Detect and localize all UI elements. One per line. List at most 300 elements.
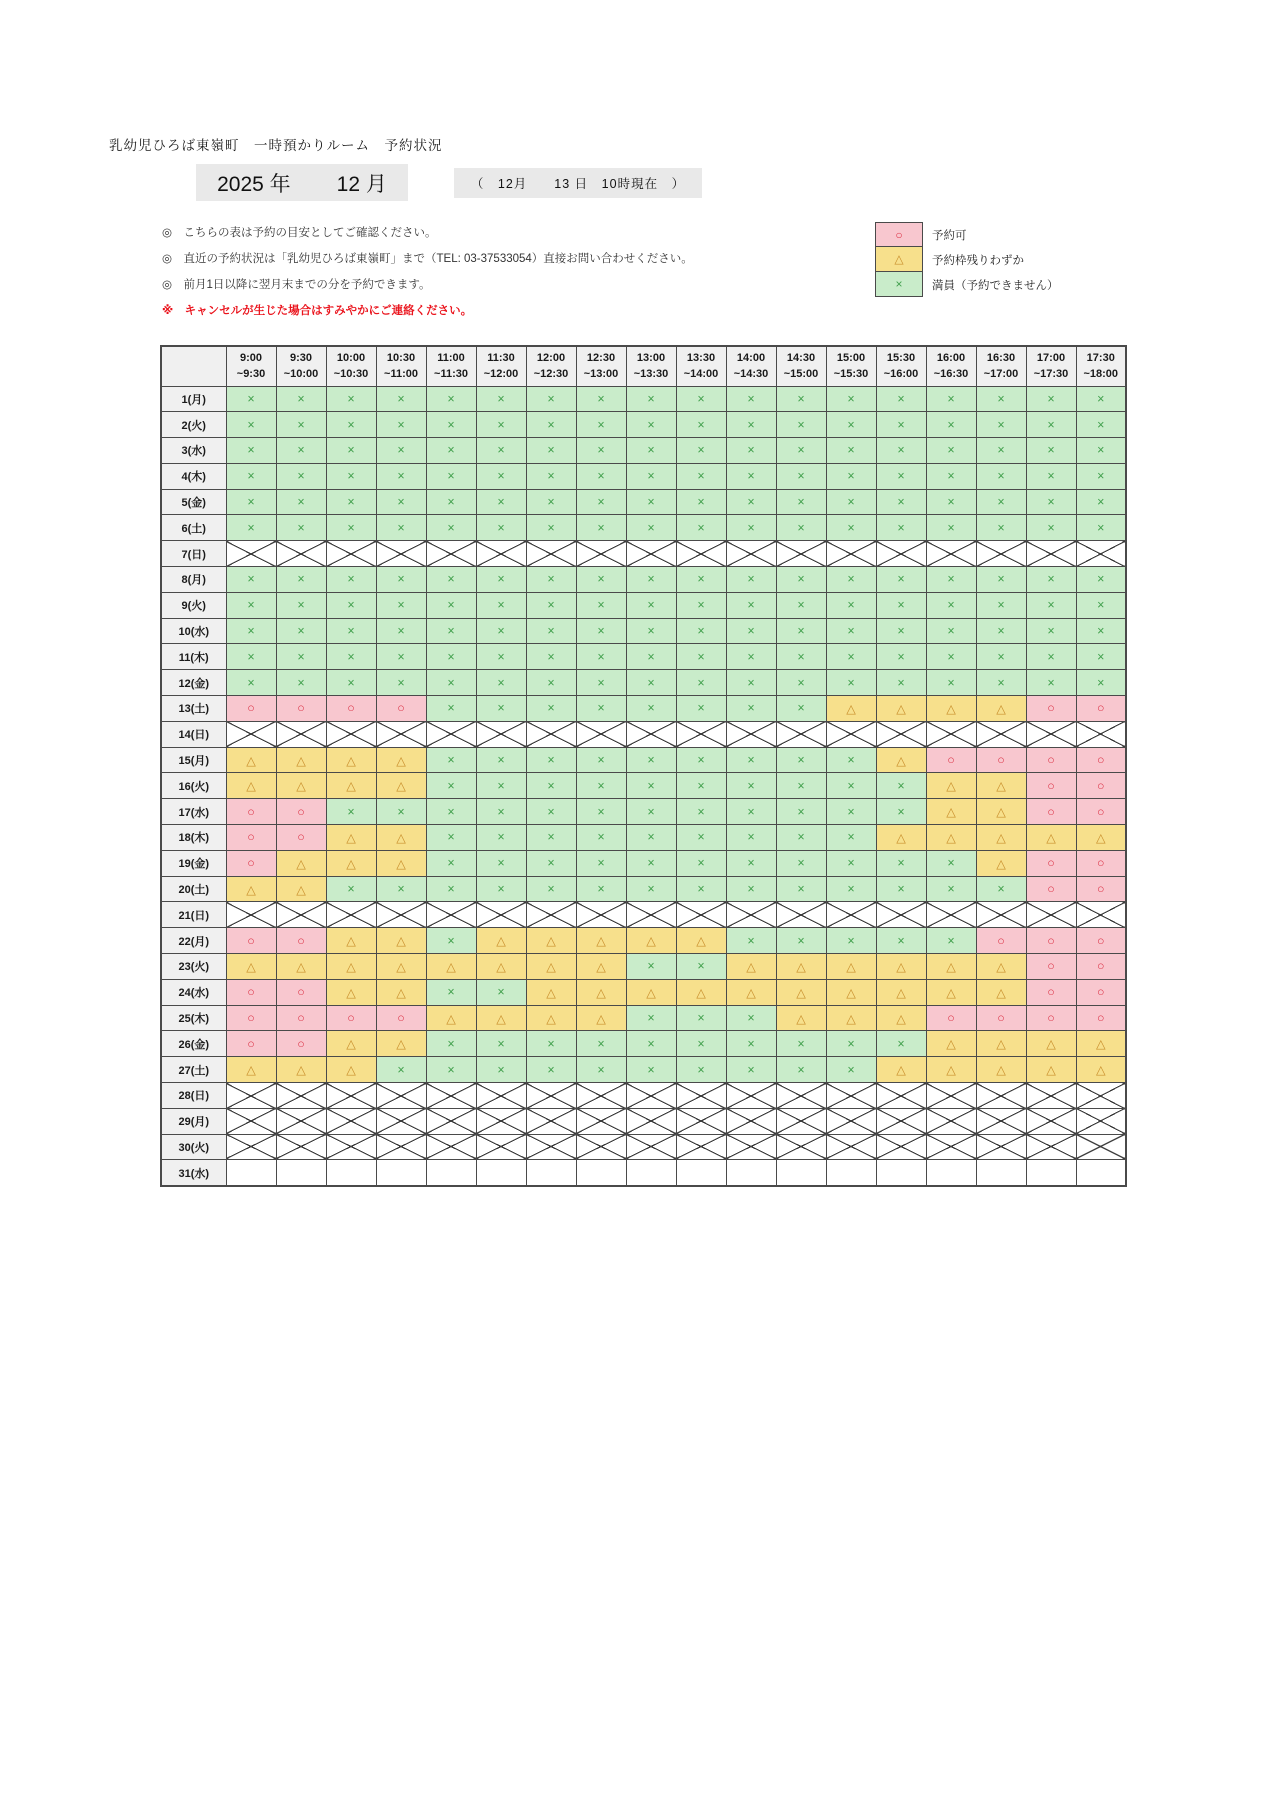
slot-cell [726,902,776,928]
slot-cell: △ [326,954,376,980]
slot-cell: △ [576,928,626,954]
slot-cell: × [676,825,726,851]
slot-cell [976,721,1026,747]
slot-cell: △ [926,773,976,799]
day-label: 22(月) [161,928,226,954]
slot-cell: △ [1026,1031,1076,1057]
note-line-2: ◎ 直近の予約状況は「乳幼児ひろば東嶺町」まで（TEL: 03-37533054）直接お問い合わせください。 [162,253,693,265]
slot-cell [226,1134,276,1160]
slot-cell [676,1108,726,1134]
slot-cell: × [926,644,976,670]
slot-cell: × [776,592,826,618]
slot-cell: △ [276,1057,326,1083]
slot-cell: × [676,1031,726,1057]
slot-cell [576,1083,626,1109]
slot-cell [926,1083,976,1109]
legend-swatch: △ [875,247,923,272]
slot-cell [826,1083,876,1109]
slot-cell: × [676,1057,726,1083]
slot-cell [476,1083,526,1109]
slot-cell [1026,1134,1076,1160]
slot-cell: × [876,928,926,954]
slot-cell: × [826,618,876,644]
slot-cell: × [976,876,1026,902]
slot-cell: × [626,618,676,644]
slot-cell: × [776,412,826,438]
slot-cell: × [826,773,876,799]
slot-cell: × [626,876,676,902]
slot-cell [576,1108,626,1134]
day-label: 6(土) [161,515,226,541]
slot-cell: ○ [1076,773,1126,799]
slot-cell: × [476,489,526,515]
time-slot-header: 13:00 ~13:30 [626,346,676,386]
slot-cell: △ [226,876,276,902]
slot-cell: △ [276,773,326,799]
table-row [161,438,1126,464]
slot-cell: × [826,489,876,515]
slot-cell: × [776,747,826,773]
slot-cell: × [876,670,926,696]
slot-cell: ○ [1026,1005,1076,1031]
slot-cell: × [576,1057,626,1083]
slot-cell: △ [826,954,876,980]
slot-cell: × [826,463,876,489]
table-row [161,747,1126,773]
slot-cell: × [576,592,626,618]
slot-cell [876,902,926,928]
slot-cell: × [276,618,326,644]
slot-cell: × [1026,386,1076,412]
table-row [161,670,1126,696]
slot-cell: × [876,876,926,902]
slot-cell [676,721,726,747]
slot-cell [776,1108,826,1134]
slot-cell: × [726,799,776,825]
slot-cell: △ [926,696,976,722]
slot-cell: × [626,386,676,412]
slot-cell: × [776,1031,826,1057]
slot-cell: × [776,773,826,799]
slot-cell: × [826,747,876,773]
slot-cell: ○ [376,1005,426,1031]
slot-cell: △ [526,1005,576,1031]
cancel-warning: ※ キャンセルが生じた場合はすみやかにご連絡ください。 [162,305,473,317]
slot-cell: × [426,489,476,515]
slot-cell: △ [876,825,926,851]
corner-cell [161,346,226,386]
slot-cell: × [576,876,626,902]
slot-cell: × [676,567,726,593]
time-slot-header: 12:30 ~13:00 [576,346,626,386]
slot-cell: × [1076,438,1126,464]
slot-cell: × [576,825,626,851]
slot-cell [776,1083,826,1109]
slot-cell: × [776,515,826,541]
slot-cell [576,1134,626,1160]
slot-cell: △ [1026,825,1076,851]
slot-cell [926,541,976,567]
slot-cell: ○ [326,696,376,722]
slot-cell: ○ [276,1005,326,1031]
slot-cell: × [326,618,376,644]
slot-cell: × [726,644,776,670]
slot-cell: × [876,489,926,515]
slot-cell: × [426,670,476,696]
slot-cell [326,541,376,567]
slot-cell: × [426,799,476,825]
slot-cell: × [376,489,426,515]
slot-cell: × [876,567,926,593]
slot-cell [1076,541,1126,567]
slot-cell: × [576,799,626,825]
slot-cell [426,721,476,747]
legend-swatch: × [875,272,923,297]
page-title: 乳幼児ひろば東嶺町 一時預かりルーム 予約状況 [109,138,443,153]
slot-cell: × [576,438,626,464]
time-header-row [161,346,1126,386]
slot-cell [1076,1134,1126,1160]
time-slot-header: 10:30 ~11:00 [376,346,426,386]
slot-cell: ○ [226,928,276,954]
slot-cell: × [826,850,876,876]
slot-cell: × [326,592,376,618]
slot-cell: △ [976,954,1026,980]
slot-cell: ○ [976,928,1026,954]
slot-cell: △ [976,773,1026,799]
slot-cell: △ [326,825,376,851]
legend [875,222,1059,297]
slot-cell: × [426,618,476,644]
slot-cell [226,1108,276,1134]
slot-cell: △ [326,773,376,799]
slot-cell: × [1076,463,1126,489]
slot-cell: × [626,696,676,722]
slot-cell: × [326,463,376,489]
slot-cell: ○ [226,850,276,876]
slot-cell: × [276,592,326,618]
time-slot-header: 12:00 ~12:30 [526,346,576,386]
slot-cell: ○ [276,979,326,1005]
slot-cell [1076,902,1126,928]
slot-cell: × [426,928,476,954]
time-slot-header: 14:30 ~15:00 [776,346,826,386]
slot-cell: × [526,618,576,644]
slot-cell: × [426,773,476,799]
slot-cell [226,1160,276,1186]
slot-cell: × [426,412,476,438]
slot-cell: × [676,618,726,644]
slot-cell [276,1160,326,1186]
day-label: 15(月) [161,747,226,773]
slot-cell: △ [226,954,276,980]
slot-cell: × [826,592,876,618]
slot-cell: × [526,412,576,438]
slot-cell [976,902,1026,928]
day-label: 24(水) [161,979,226,1005]
slot-cell: × [976,412,1026,438]
slot-cell [776,902,826,928]
slot-cell: × [526,438,576,464]
slot-cell: × [276,515,326,541]
slot-cell: △ [326,747,376,773]
slot-cell: × [826,670,876,696]
slot-cell: × [1026,644,1076,670]
slot-cell: × [526,799,576,825]
slot-cell: × [426,979,476,1005]
slot-cell [276,1083,326,1109]
day-label: 20(土) [161,876,226,902]
slot-cell: × [976,618,1026,644]
slot-cell: × [1026,670,1076,696]
slot-cell: × [576,850,626,876]
slot-cell: × [926,489,976,515]
slot-cell [976,1108,1026,1134]
slot-cell: × [426,386,476,412]
time-slot-header: 16:00 ~16:30 [926,346,976,386]
time-slot-header: 15:30 ~16:00 [876,346,926,386]
slot-cell: × [276,567,326,593]
slot-cell: × [576,489,626,515]
slot-cell: × [226,438,276,464]
slot-cell [776,541,826,567]
slot-cell: × [376,412,426,438]
slot-cell: △ [376,928,426,954]
slot-cell: ○ [226,1005,276,1031]
slot-cell: × [626,1057,676,1083]
slot-cell: △ [876,954,926,980]
slot-cell [626,902,676,928]
slot-cell: ○ [276,799,326,825]
slot-cell: ○ [1076,799,1126,825]
day-label: 21(日) [161,902,226,928]
slot-cell: × [476,412,526,438]
slot-cell [1026,721,1076,747]
slot-cell: × [626,567,676,593]
slot-cell [576,902,626,928]
slot-cell: × [776,644,826,670]
slot-cell: × [526,850,576,876]
slot-cell: △ [276,747,326,773]
slot-cell: △ [326,979,376,1005]
slot-cell: × [576,747,626,773]
slot-cell [326,1108,376,1134]
slot-cell [276,541,326,567]
slot-cell [926,902,976,928]
slot-cell: × [776,670,826,696]
slot-cell [726,721,776,747]
slot-cell [776,721,826,747]
slot-cell: × [576,696,626,722]
slot-cell: ○ [326,1005,376,1031]
slot-cell: × [376,799,426,825]
slot-cell: ○ [1076,954,1126,980]
slot-cell: △ [876,1057,926,1083]
slot-cell: △ [726,979,776,1005]
slot-cell: × [626,489,676,515]
slot-cell: △ [876,979,926,1005]
slot-cell [926,1160,976,1186]
slot-cell [876,1108,926,1134]
slot-cell: × [626,799,676,825]
slot-cell: × [1076,618,1126,644]
table-row [161,463,1126,489]
slot-cell: ○ [226,696,276,722]
slot-cell: × [726,438,776,464]
slot-cell: △ [776,979,826,1005]
table-row [161,954,1126,980]
table-row [161,1108,1126,1134]
slot-cell: △ [876,747,926,773]
slot-cell [576,541,626,567]
slot-cell [376,1160,426,1186]
slot-cell: × [826,825,876,851]
slot-cell: × [326,644,376,670]
table-row [161,850,1126,876]
slot-cell [376,541,426,567]
slot-cell [926,1134,976,1160]
slot-cell [626,721,676,747]
slot-cell: × [276,670,326,696]
table-row [161,721,1126,747]
slot-cell: × [876,515,926,541]
slot-cell: × [776,618,826,644]
slot-cell: × [626,670,676,696]
slot-cell: △ [776,954,826,980]
slot-cell: × [726,489,776,515]
slot-cell: × [1076,567,1126,593]
slot-cell: × [926,386,976,412]
slot-cell: × [726,825,776,851]
day-label: 27(土) [161,1057,226,1083]
day-label: 25(木) [161,1005,226,1031]
slot-cell: × [726,1031,776,1057]
slot-cell: × [576,644,626,670]
slot-cell: × [526,876,576,902]
slot-cell: × [976,386,1026,412]
slot-cell: × [576,515,626,541]
slot-cell: × [476,696,526,722]
slot-cell: × [876,438,926,464]
slot-cell: △ [876,1005,926,1031]
day-label: 10(水) [161,618,226,644]
slot-cell: × [676,850,726,876]
slot-cell [526,721,576,747]
slot-cell: △ [626,979,676,1005]
slot-cell: △ [976,799,1026,825]
slot-cell: ○ [1026,773,1076,799]
slot-cell: × [476,799,526,825]
slot-cell: × [426,463,476,489]
slot-cell [826,1134,876,1160]
slot-cell: × [526,386,576,412]
slot-cell: ○ [1026,850,1076,876]
table-row [161,1005,1126,1031]
slot-cell: × [1026,618,1076,644]
slot-cell [576,721,626,747]
time-slot-header: 13:30 ~14:00 [676,346,726,386]
slot-cell [1076,1083,1126,1109]
slot-cell: × [976,438,1026,464]
slot-cell: × [626,412,676,438]
slot-cell: × [926,567,976,593]
time-slot-header: 11:00 ~11:30 [426,346,476,386]
slot-cell: × [276,489,326,515]
slot-cell: × [726,592,776,618]
slot-cell: △ [976,696,1026,722]
slot-cell: × [726,618,776,644]
slot-cell: × [326,876,376,902]
slot-cell: × [226,489,276,515]
slot-cell: ○ [1076,850,1126,876]
slot-cell [376,1083,426,1109]
slot-cell: △ [326,928,376,954]
slot-cell: × [776,463,826,489]
day-label: 7(日) [161,541,226,567]
slot-cell: △ [976,825,1026,851]
slot-cell: × [1076,386,1126,412]
slot-cell: × [226,386,276,412]
slot-cell [826,721,876,747]
slot-cell: △ [826,1005,876,1031]
slot-cell: △ [376,954,426,980]
slot-cell: △ [376,979,426,1005]
slot-cell: × [776,850,826,876]
slot-cell: × [976,644,1026,670]
slot-cell: × [676,463,726,489]
slot-cell [576,1160,626,1186]
slot-cell: × [276,386,326,412]
day-label: 2(火) [161,412,226,438]
slot-cell: × [776,799,826,825]
slot-cell: × [376,592,426,618]
slot-cell: × [476,670,526,696]
slot-cell: × [426,876,476,902]
slot-cell: × [726,567,776,593]
day-label: 28(日) [161,1083,226,1109]
slot-cell: × [526,1057,576,1083]
slot-cell: × [426,567,476,593]
slot-cell [526,902,576,928]
slot-cell: △ [526,954,576,980]
time-slot-header: 11:30 ~12:00 [476,346,526,386]
slot-cell [426,1083,476,1109]
slot-cell: × [776,876,826,902]
slot-cell: × [826,1031,876,1057]
slot-cell: × [776,438,826,464]
slot-cell: ○ [1076,696,1126,722]
slot-cell: × [626,438,676,464]
slot-cell: × [276,644,326,670]
slot-cell [676,1160,726,1186]
slot-cell: × [776,386,826,412]
slot-cell: × [926,412,976,438]
slot-cell: × [676,670,726,696]
note-line-3: ◎ 前月1日以降に翌月末までの分を予約できます。 [162,279,431,291]
slot-cell [1076,1108,1126,1134]
slot-cell [726,1108,776,1134]
table-row [161,1083,1126,1109]
slot-cell: ○ [926,747,976,773]
slot-cell: × [726,928,776,954]
slot-cell: × [926,618,976,644]
slot-cell [326,721,376,747]
slot-cell: × [676,799,726,825]
slot-cell: ○ [276,825,326,851]
slot-cell: ○ [226,799,276,825]
slot-cell: △ [576,979,626,1005]
slot-cell: × [526,567,576,593]
